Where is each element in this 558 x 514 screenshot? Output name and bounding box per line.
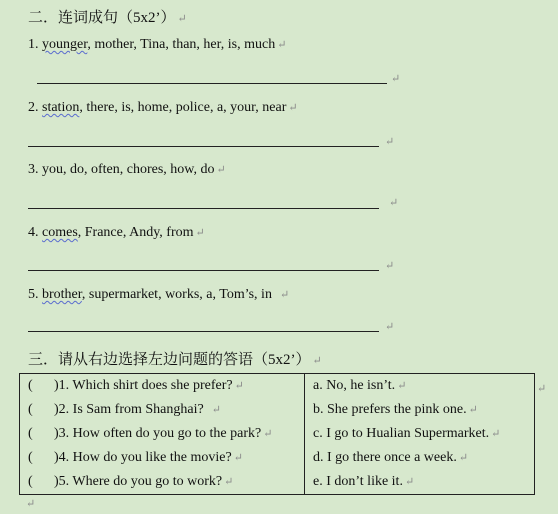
table-row xyxy=(20,398,535,422)
section-3-heading: 三．请从右边选择左边问题的答语（5x2’） ↵ xyxy=(28,352,322,368)
matching-table xyxy=(19,373,535,495)
question-4: 4. comes, France, Andy, from ↵ xyxy=(28,225,205,240)
answer-cell: d. I go there once a week. ↵ xyxy=(305,446,535,470)
question-5: 5. brother, supermarket, works, a, Tom’s, in ↵ xyxy=(28,287,290,302)
misspelled-word: station xyxy=(42,100,80,115)
section-2-heading: 二．连词成句（5x2’） ↵ xyxy=(28,10,187,26)
question-cell: ( )5. Where do you go to work? ↵ xyxy=(20,470,305,495)
question-3: 3. you, do, often, chores, how, do ↵ xyxy=(28,162,226,177)
answer-line-3 xyxy=(28,208,379,209)
table-row xyxy=(20,374,535,399)
question-cell: ( )3. How often do you go to the park? ↵ xyxy=(20,422,305,446)
answer-cell: a. No, he isn’t. ↵ xyxy=(305,374,535,399)
misspelled-word: brother xyxy=(42,287,82,302)
question-cell: ( )2. Is Sam from Shanghai? ↵ xyxy=(20,398,305,422)
table-row xyxy=(20,470,535,495)
misspelled-word: younger xyxy=(42,37,88,52)
table-row xyxy=(20,446,535,470)
answer-line-4 xyxy=(28,270,379,271)
answer-line-1 xyxy=(37,83,387,84)
answer-line-2 xyxy=(28,146,379,147)
table-row xyxy=(20,422,535,446)
question-2: 2. station, there, is, home, police, a, your, near ↵ xyxy=(28,100,298,115)
answer-line-5 xyxy=(28,331,379,332)
answer-cell: e. I don’t like it. ↵ xyxy=(305,470,535,495)
misspelled-word: comes xyxy=(42,225,78,240)
answer-cell: c. I go to Hualian Supermarket. ↵ xyxy=(305,422,535,446)
question-cell: ( )1. Which shirt does she prefer? ↵ xyxy=(20,374,305,399)
question-cell: ( )4. How do you like the movie? ↵ xyxy=(20,446,305,470)
answer-cell: b. She prefers the pink one. ↵ xyxy=(305,398,535,422)
question-1: 1. younger, mother, Tina, than, her, is, much ↵ xyxy=(28,37,287,52)
